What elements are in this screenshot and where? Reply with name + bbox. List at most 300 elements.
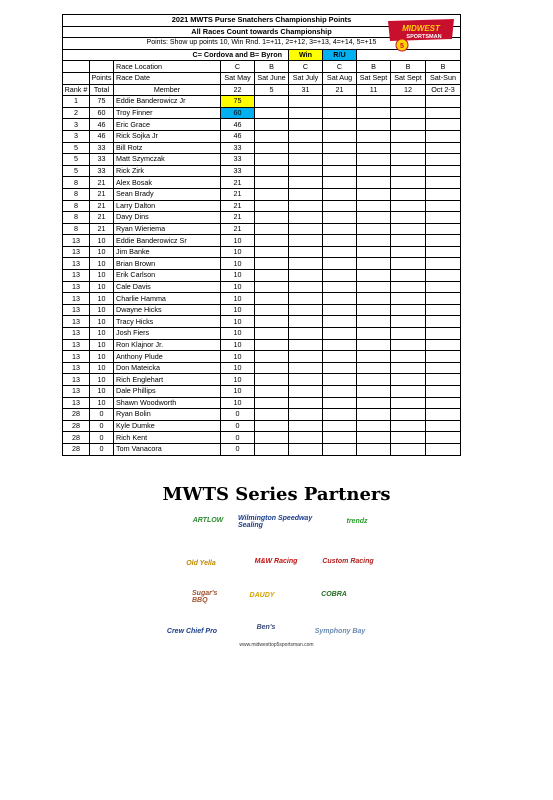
- table-row: [63, 362, 461, 374]
- total-cell: 10: [90, 304, 114, 316]
- race-6-cell: [391, 420, 426, 432]
- table-row: [63, 281, 461, 293]
- rank-cell: 13: [63, 351, 90, 363]
- race-6-cell: [391, 362, 426, 374]
- race-date-4: Sat Aug: [323, 72, 357, 84]
- race-1-cell: 10: [221, 339, 255, 351]
- race-3-cell: [289, 188, 323, 200]
- rank-cell: 28: [63, 409, 90, 421]
- table-row: [63, 316, 461, 328]
- race-6-cell: [391, 386, 426, 398]
- table-row: [63, 177, 461, 189]
- race-3-cell: [289, 293, 323, 305]
- race-3-cell: [289, 386, 323, 398]
- race-date-1: Sat May: [221, 72, 255, 84]
- member-cell: Eric Grace: [114, 119, 221, 131]
- race-5-cell: [357, 443, 391, 455]
- race-date-3: Sat July: [289, 72, 323, 84]
- rank-cell: 13: [63, 328, 90, 340]
- race-6-cell: [391, 316, 426, 328]
- member-cell: Josh Fiers: [114, 328, 221, 340]
- race-2-cell: [255, 223, 289, 235]
- race-7-cell: [426, 223, 461, 235]
- standings-body: [63, 96, 461, 455]
- race-5-cell: [357, 374, 391, 386]
- race-7-cell: [426, 270, 461, 282]
- race-3-cell: [289, 212, 323, 224]
- table-row: [63, 397, 461, 409]
- partner-logos: [150, 508, 400, 653]
- race-5-cell: [357, 316, 391, 328]
- rank-cell: 13: [63, 362, 90, 374]
- member-header: Member: [114, 84, 221, 96]
- race-4-cell: [323, 246, 357, 258]
- race-6-cell: [391, 200, 426, 212]
- race-6-cell: [391, 177, 426, 189]
- race-7-cell: [426, 212, 461, 224]
- partner-logo: DAUDY: [249, 591, 275, 599]
- race-5-cell: [357, 96, 391, 108]
- race-1-cell: 75: [221, 96, 255, 108]
- total-cell: 10: [90, 281, 114, 293]
- total-cell: 10: [90, 270, 114, 282]
- race-2-cell: [255, 316, 289, 328]
- total-cell: 10: [90, 397, 114, 409]
- race-1-cell: 46: [221, 130, 255, 142]
- race-7-cell: [426, 443, 461, 455]
- race-1-cell: 10: [221, 362, 255, 374]
- race-2-cell: [255, 235, 289, 247]
- partner-logo: M&W Racing: [254, 557, 298, 565]
- total-cell: 0: [90, 432, 114, 444]
- race-6-cell: [391, 258, 426, 270]
- race-6-cell: [391, 443, 426, 455]
- race-3-cell: [289, 339, 323, 351]
- race-7-cell: [426, 386, 461, 398]
- partners-url: www.midwesttop5sportsman.com: [239, 642, 314, 648]
- table-row: [63, 188, 461, 200]
- member-cell: Tom Vanacora: [114, 443, 221, 455]
- table-row: [63, 270, 461, 282]
- race-track-3: C: [289, 61, 323, 73]
- member-cell: Larry Dalton: [114, 200, 221, 212]
- race-2-cell: [255, 107, 289, 119]
- race-6-cell: [391, 107, 426, 119]
- total-cell: 10: [90, 258, 114, 270]
- race-4-cell: [323, 443, 357, 455]
- race-1-cell: 46: [221, 119, 255, 131]
- race-1-cell: 21: [221, 177, 255, 189]
- table-row: [63, 293, 461, 305]
- race-2-cell: [255, 432, 289, 444]
- rank-cell: 8: [63, 188, 90, 200]
- total-cell: 21: [90, 177, 114, 189]
- member-cell: Cale Davis: [114, 281, 221, 293]
- member-cell: Eddie Banderowicz Sr: [114, 235, 221, 247]
- race-6-cell: [391, 96, 426, 108]
- table-row: [63, 154, 461, 166]
- race-1-cell: 21: [221, 188, 255, 200]
- race-7-cell: [426, 200, 461, 212]
- partner-logo: ARTLOW: [192, 516, 224, 524]
- race-5-cell: [357, 362, 391, 374]
- member-cell: Anthony Plude: [114, 351, 221, 363]
- race-day-6: 12: [391, 84, 426, 96]
- total-cell: 10: [90, 339, 114, 351]
- total-cell: 10: [90, 386, 114, 398]
- partner-logo: Custom Racing: [322, 557, 374, 565]
- race-5-cell: [357, 258, 391, 270]
- race-3-cell: [289, 432, 323, 444]
- race-5-cell: [357, 432, 391, 444]
- total-cell: 21: [90, 212, 114, 224]
- table-row: [63, 235, 461, 247]
- race-date-2: Sat June: [255, 72, 289, 84]
- member-cell: Rick Sojka Jr: [114, 130, 221, 142]
- rank-cell: 13: [63, 374, 90, 386]
- race-6-cell: [391, 119, 426, 131]
- race-5-cell: [357, 188, 391, 200]
- tracks-note: C= Cordova and B= Byron: [63, 49, 289, 61]
- points-rule: Points: Show up points 10, Win Rnd. 1=+11, 2=+12, 3=+13, 4=+14, 5=+15: [63, 38, 461, 50]
- race-track-7: B: [426, 61, 461, 73]
- race-5-cell: [357, 351, 391, 363]
- race-4-cell: [323, 420, 357, 432]
- race-1-cell: 21: [221, 200, 255, 212]
- race-5-cell: [357, 386, 391, 398]
- race-4-cell: [323, 142, 357, 154]
- total-cell: 10: [90, 351, 114, 363]
- race-6-cell: [391, 246, 426, 258]
- total-cell: 33: [90, 142, 114, 154]
- race-1-cell: 10: [221, 270, 255, 282]
- race-2-cell: [255, 420, 289, 432]
- table-subtitle: All Races Count towards Championship: [63, 26, 461, 38]
- race-5-cell: [357, 165, 391, 177]
- race-5-cell: [357, 235, 391, 247]
- race-day-7: Oct 2-3: [426, 84, 461, 96]
- table-row: [63, 200, 461, 212]
- points-sheet: [62, 14, 460, 456]
- race-3-cell: [289, 397, 323, 409]
- race-2-cell: [255, 386, 289, 398]
- rank-cell: 28: [63, 432, 90, 444]
- race-4-cell: [323, 409, 357, 421]
- race-3-cell: [289, 119, 323, 131]
- race-2-cell: [255, 258, 289, 270]
- race-2-cell: [255, 281, 289, 293]
- race-5-cell: [357, 339, 391, 351]
- race-date-7: Sat-Sun: [426, 72, 461, 84]
- race-7-cell: [426, 281, 461, 293]
- race-4-cell: [323, 223, 357, 235]
- rank-cell: 3: [63, 119, 90, 131]
- race-1-cell: 0: [221, 443, 255, 455]
- race-6-cell: [391, 165, 426, 177]
- race-1-cell: 10: [221, 316, 255, 328]
- rank-cell: 8: [63, 212, 90, 224]
- race-1-cell: 0: [221, 409, 255, 421]
- rank-cell: 13: [63, 258, 90, 270]
- race-1-cell: 10: [221, 293, 255, 305]
- table-row: [63, 165, 461, 177]
- race-3-cell: [289, 316, 323, 328]
- total-cell: 21: [90, 223, 114, 235]
- rank-cell: 13: [63, 270, 90, 282]
- total-cell: 46: [90, 119, 114, 131]
- race-5-cell: [357, 304, 391, 316]
- table-row: [63, 409, 461, 421]
- points-header-bottom: Total: [90, 84, 114, 96]
- member-cell: Matt Szymczak: [114, 154, 221, 166]
- race-5-cell: [357, 223, 391, 235]
- race-2-cell: [255, 246, 289, 258]
- race-4-cell: [323, 386, 357, 398]
- table-row: [63, 386, 461, 398]
- race-day-4: 21: [323, 84, 357, 96]
- member-cell: Sean Brady: [114, 188, 221, 200]
- race-2-cell: [255, 409, 289, 421]
- rank-header: Rank #: [63, 84, 90, 96]
- race-5-cell: [357, 119, 391, 131]
- race-3-cell: [289, 443, 323, 455]
- race-1-cell: 10: [221, 328, 255, 340]
- race-5-cell: [357, 154, 391, 166]
- member-cell: Ryan Wieriema: [114, 223, 221, 235]
- rank-cell: 28: [63, 443, 90, 455]
- race-1-cell: 10: [221, 235, 255, 247]
- race-6-cell: [391, 339, 426, 351]
- race-1-cell: 21: [221, 212, 255, 224]
- race-4-cell: [323, 177, 357, 189]
- partners-title: MWTS Series Partners: [162, 484, 391, 505]
- race-date-5: Sat Sept: [357, 72, 391, 84]
- table-row: [63, 258, 461, 270]
- race-7-cell: [426, 432, 461, 444]
- race-4-cell: [323, 432, 357, 444]
- race-1-cell: 10: [221, 246, 255, 258]
- race-7-cell: [426, 293, 461, 305]
- svg-text:SPORTSMAN: SPORTSMAN: [406, 34, 442, 40]
- member-cell: Ron Klajnor Jr.: [114, 339, 221, 351]
- total-cell: 10: [90, 235, 114, 247]
- race-2-cell: [255, 443, 289, 455]
- table-row: [63, 246, 461, 258]
- race-track-2: B: [255, 61, 289, 73]
- table-row: [63, 130, 461, 142]
- member-cell: Kyle Dumke: [114, 420, 221, 432]
- race-4-cell: [323, 130, 357, 142]
- points-table: [62, 14, 461, 456]
- total-cell: 60: [90, 107, 114, 119]
- race-6-cell: [391, 281, 426, 293]
- race-1-cell: 10: [221, 386, 255, 398]
- race-date-header: Race Date: [114, 72, 221, 84]
- table-row: [63, 212, 461, 224]
- member-cell: Ryan Bolin: [114, 409, 221, 421]
- race-1-cell: 10: [221, 281, 255, 293]
- race-2-cell: [255, 351, 289, 363]
- race-6-cell: [391, 130, 426, 142]
- total-cell: 10: [90, 246, 114, 258]
- race-7-cell: [426, 316, 461, 328]
- race-2-cell: [255, 165, 289, 177]
- rank-cell: 13: [63, 386, 90, 398]
- race-location-header: Race Location: [114, 61, 221, 73]
- race-6-cell: [391, 432, 426, 444]
- race-track-5: B: [357, 61, 391, 73]
- race-6-cell: [391, 351, 426, 363]
- rank-cell: 13: [63, 235, 90, 247]
- race-5-cell: [357, 409, 391, 421]
- rank-cell: 13: [63, 304, 90, 316]
- race-7-cell: [426, 304, 461, 316]
- race-7-cell: [426, 107, 461, 119]
- race-4-cell: [323, 328, 357, 340]
- race-3-cell: [289, 246, 323, 258]
- race-3-cell: [289, 270, 323, 282]
- table-row: [63, 96, 461, 108]
- race-6-cell: [391, 235, 426, 247]
- race-1-cell: 10: [221, 304, 255, 316]
- race-6-cell: [391, 142, 426, 154]
- race-2-cell: [255, 177, 289, 189]
- race-4-cell: [323, 351, 357, 363]
- ru-label: R/U: [323, 49, 357, 61]
- race-5-cell: [357, 293, 391, 305]
- table-row: [63, 443, 461, 455]
- table-row: [63, 107, 461, 119]
- member-cell: Erik Carlson: [114, 270, 221, 282]
- race-6-cell: [391, 293, 426, 305]
- race-1-cell: 33: [221, 142, 255, 154]
- member-cell: Jim Banke: [114, 246, 221, 258]
- race-6-cell: [391, 374, 426, 386]
- race-3-cell: [289, 130, 323, 142]
- race-4-cell: [323, 339, 357, 351]
- race-6-cell: [391, 397, 426, 409]
- race-3-cell: [289, 154, 323, 166]
- race-6-cell: [391, 223, 426, 235]
- race-6-cell: [391, 188, 426, 200]
- member-cell: Brian Brown: [114, 258, 221, 270]
- win-label: Win: [289, 49, 323, 61]
- race-3-cell: [289, 258, 323, 270]
- partner-logo: COBRA: [321, 590, 347, 598]
- points-header-top: Points: [90, 72, 114, 84]
- race-7-cell: [426, 397, 461, 409]
- svg-text:5: 5: [400, 43, 404, 50]
- race-3-cell: [289, 304, 323, 316]
- total-cell: 10: [90, 374, 114, 386]
- race-6-cell: [391, 154, 426, 166]
- member-cell: Shawn Woodworth: [114, 397, 221, 409]
- race-4-cell: [323, 258, 357, 270]
- race-4-cell: [323, 96, 357, 108]
- race-2-cell: [255, 130, 289, 142]
- race-7-cell: [426, 409, 461, 421]
- race-4-cell: [323, 362, 357, 374]
- race-5-cell: [357, 177, 391, 189]
- rank-cell: 13: [63, 339, 90, 351]
- total-cell: 10: [90, 328, 114, 340]
- rank-cell: 28: [63, 420, 90, 432]
- race-track-4: C: [323, 61, 357, 73]
- race-4-cell: [323, 154, 357, 166]
- partner-logo: Ben's: [256, 623, 276, 631]
- race-1-cell: 10: [221, 351, 255, 363]
- svg-text:MIDWEST: MIDWEST: [402, 24, 440, 33]
- race-day-1: 22: [221, 84, 255, 96]
- race-1-cell: 10: [221, 374, 255, 386]
- table-row: [63, 142, 461, 154]
- race-7-cell: [426, 96, 461, 108]
- rank-cell: 13: [63, 397, 90, 409]
- rank-cell: 1: [63, 96, 90, 108]
- table-row: [63, 119, 461, 131]
- race-3-cell: [289, 200, 323, 212]
- race-4-cell: [323, 107, 357, 119]
- race-3-cell: [289, 420, 323, 432]
- race-4-cell: [323, 119, 357, 131]
- race-day-3: 31: [289, 84, 323, 96]
- total-cell: 0: [90, 409, 114, 421]
- race-track-1: C: [221, 61, 255, 73]
- race-5-cell: [357, 246, 391, 258]
- race-5-cell: [357, 107, 391, 119]
- total-cell: 21: [90, 200, 114, 212]
- race-4-cell: [323, 188, 357, 200]
- race-2-cell: [255, 328, 289, 340]
- race-3-cell: [289, 96, 323, 108]
- race-7-cell: [426, 420, 461, 432]
- member-cell: Don Mateicka: [114, 362, 221, 374]
- race-1-cell: 21: [221, 223, 255, 235]
- race-4-cell: [323, 374, 357, 386]
- partner-logo: Symphony Bay: [314, 627, 366, 635]
- member-cell: Tracy Hicks: [114, 316, 221, 328]
- race-4-cell: [323, 293, 357, 305]
- race-4-cell: [323, 212, 357, 224]
- member-cell: Eddie Banderowicz Jr: [114, 96, 221, 108]
- race-track-6: B: [391, 61, 426, 73]
- race-1-cell: 33: [221, 154, 255, 166]
- race-day-5: 11: [357, 84, 391, 96]
- race-1-cell: 60: [221, 107, 255, 119]
- race-7-cell: [426, 328, 461, 340]
- member-cell: Rick Zirk: [114, 165, 221, 177]
- race-7-cell: [426, 165, 461, 177]
- member-cell: Dwayne Hicks: [114, 304, 221, 316]
- member-cell: Alex Bosak: [114, 177, 221, 189]
- race-3-cell: [289, 177, 323, 189]
- race-3-cell: [289, 409, 323, 421]
- rank-cell: 5: [63, 165, 90, 177]
- race-7-cell: [426, 258, 461, 270]
- rank-cell: 13: [63, 246, 90, 258]
- rank-cell: 8: [63, 200, 90, 212]
- race-3-cell: [289, 281, 323, 293]
- race-date-6: Sat Sept: [391, 72, 426, 84]
- race-2-cell: [255, 293, 289, 305]
- member-cell: Rich Kent: [114, 432, 221, 444]
- rank-cell: 3: [63, 130, 90, 142]
- race-7-cell: [426, 362, 461, 374]
- race-4-cell: [323, 235, 357, 247]
- member-cell: Troy Finner: [114, 107, 221, 119]
- race-3-cell: [289, 142, 323, 154]
- race-7-cell: [426, 235, 461, 247]
